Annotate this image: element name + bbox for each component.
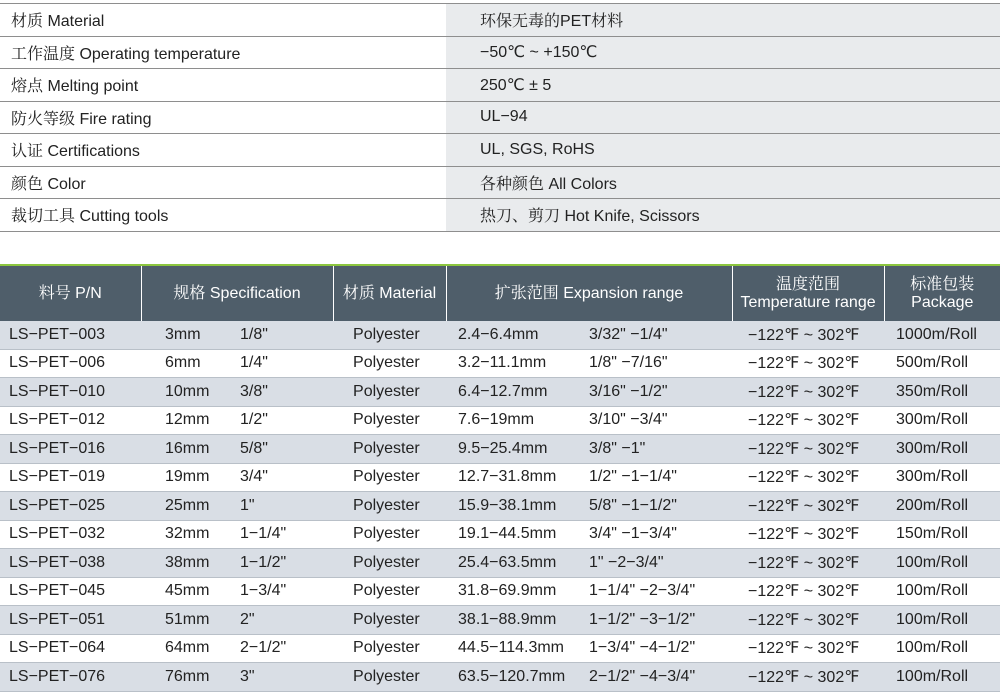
table-row (0, 634, 1000, 663)
header-package (884, 266, 1000, 321)
cell-part-number: LS−PET−016 (0, 435, 141, 464)
cell-part-number: LS−PET−003 (0, 321, 141, 349)
property-label: 材质 Material (0, 4, 446, 37)
table-row (0, 378, 1000, 407)
cell-expansion-inch: 3/4" −1−3/4" (587, 520, 732, 549)
cell-package: 100m/Roll (884, 634, 1000, 663)
cell-package: 200m/Roll (884, 492, 1000, 521)
cell-part-number: LS−PET−032 (0, 520, 141, 549)
cell-temperature: −122℉ ~ 302℉ (732, 378, 884, 407)
header-pn: 料号 P/N (0, 266, 141, 321)
cell-expansion-mm: 44.5−114.3mm (446, 634, 587, 663)
cell-part-number: LS−PET−045 (0, 577, 141, 606)
cell-material: Polyester (333, 520, 446, 549)
header-package-en: Package (911, 293, 974, 311)
cell-size-inch: 1−3/4" (237, 577, 333, 606)
cell-part-number: LS−PET−064 (0, 634, 141, 663)
cell-temperature: −122℉ ~ 302℉ (732, 406, 884, 435)
specification-table (0, 266, 1000, 692)
cell-part-number: LS−PET−010 (0, 378, 141, 407)
cell-expansion-mm: 38.1−88.9mm (446, 606, 587, 635)
cell-part-number: LS−PET−038 (0, 549, 141, 578)
property-label: 工作温度 Operating temperature (0, 36, 446, 69)
table-row (0, 492, 1000, 521)
property-row (0, 166, 1000, 199)
property-row (0, 36, 1000, 69)
property-row (0, 69, 1000, 102)
header-expansion-range: 扩张范围 Expansion range (446, 266, 732, 321)
cell-size-mm: 19mm (141, 463, 237, 492)
property-label: 熔点 Melting point (0, 69, 446, 102)
cell-expansion-inch: 1/8" −7/16" (587, 349, 732, 378)
property-value: 环保无毒的PET材料 (446, 4, 1000, 37)
cell-temperature: −122℉ ~ 302℉ (732, 520, 884, 549)
cell-package: 100m/Roll (884, 549, 1000, 578)
cell-material: Polyester (333, 463, 446, 492)
cell-package: 100m/Roll (884, 577, 1000, 606)
cell-expansion-inch: 5/8" −1−1/2" (587, 492, 732, 521)
header-temperature-range (732, 266, 884, 321)
cell-size-mm: 10mm (141, 378, 237, 407)
cell-size-mm: 51mm (141, 606, 237, 635)
cell-expansion-mm: 9.5−25.4mm (446, 435, 587, 464)
table-row (0, 406, 1000, 435)
header-temperature-cn: 温度范围 (776, 275, 841, 293)
property-value: UL−94 (446, 101, 1000, 134)
table-row (0, 349, 1000, 378)
cell-temperature: −122℉ ~ 302℉ (732, 463, 884, 492)
cell-size-mm: 64mm (141, 634, 237, 663)
cell-package: 500m/Roll (884, 349, 1000, 378)
cell-size-inch: 1/2" (237, 406, 333, 435)
cell-expansion-mm: 12.7−31.8mm (446, 463, 587, 492)
cell-temperature: −122℉ ~ 302℉ (732, 606, 884, 635)
cell-size-mm: 16mm (141, 435, 237, 464)
cell-material: Polyester (333, 349, 446, 378)
cell-size-mm: 76mm (141, 663, 237, 692)
cell-material: Polyester (333, 606, 446, 635)
property-row (0, 134, 1000, 167)
cell-part-number: LS−PET−051 (0, 606, 141, 635)
cell-package: 100m/Roll (884, 606, 1000, 635)
cell-size-inch: 1−1/4" (237, 520, 333, 549)
cell-package: 300m/Roll (884, 406, 1000, 435)
property-value: −50℃ ~ +150℃ (446, 36, 1000, 69)
property-value: UL, SGS, RoHS (446, 134, 1000, 167)
cell-package: 100m/Roll (884, 663, 1000, 692)
property-row (0, 199, 1000, 232)
cell-material: Polyester (333, 663, 446, 692)
cell-expansion-mm: 3.2−11.1mm (446, 349, 587, 378)
cell-temperature: −122℉ ~ 302℉ (732, 663, 884, 692)
cell-expansion-mm: 15.9−38.1mm (446, 492, 587, 521)
property-value: 各种颜色 All Colors (446, 166, 1000, 199)
cell-material: Polyester (333, 492, 446, 521)
cell-part-number: LS−PET−012 (0, 406, 141, 435)
cell-part-number: LS−PET−076 (0, 663, 141, 692)
cell-size-mm: 3mm (141, 321, 237, 349)
cell-size-mm: 38mm (141, 549, 237, 578)
cell-expansion-inch: 3/10" −3/4" (587, 406, 732, 435)
cell-package: 150m/Roll (884, 520, 1000, 549)
cell-expansion-inch: 1−3/4" −4−1/2" (587, 634, 732, 663)
property-row (0, 4, 1000, 37)
header-temperature-en: Temperature range (740, 293, 876, 311)
header-package-cn: 标准包装 (910, 275, 975, 293)
cell-size-inch: 2−1/2" (237, 634, 333, 663)
property-label: 认证 Certifications (0, 134, 446, 167)
cell-package: 1000m/Roll (884, 321, 1000, 349)
cell-package: 350m/Roll (884, 378, 1000, 407)
property-label: 裁切工具 Cutting tools (0, 199, 446, 232)
cell-size-inch: 3/8" (237, 378, 333, 407)
cell-expansion-inch: 3/32" −1/4" (587, 321, 732, 349)
cell-temperature: −122℉ ~ 302℉ (732, 435, 884, 464)
cell-package: 300m/Roll (884, 463, 1000, 492)
property-row (0, 101, 1000, 134)
cell-temperature: −122℉ ~ 302℉ (732, 577, 884, 606)
cell-expansion-mm: 19.1−44.5mm (446, 520, 587, 549)
cell-expansion-mm: 63.5−120.7mm (446, 663, 587, 692)
cell-material: Polyester (333, 406, 446, 435)
cell-size-mm: 25mm (141, 492, 237, 521)
table-row (0, 435, 1000, 464)
cell-size-mm: 45mm (141, 577, 237, 606)
cell-size-mm: 32mm (141, 520, 237, 549)
cell-expansion-inch: 1/2" −1−1/4" (587, 463, 732, 492)
cell-material: Polyester (333, 321, 446, 349)
cell-expansion-mm: 2.4−6.4mm (446, 321, 587, 349)
property-value: 250℃ ± 5 (446, 69, 1000, 102)
header-material: 材质 Material (333, 266, 446, 321)
cell-part-number: LS−PET−025 (0, 492, 141, 521)
table-row (0, 577, 1000, 606)
cell-material: Polyester (333, 378, 446, 407)
spec-table-header (0, 266, 1000, 321)
cell-size-mm: 12mm (141, 406, 237, 435)
cell-size-mm: 6mm (141, 349, 237, 378)
table-row (0, 549, 1000, 578)
table-row (0, 520, 1000, 549)
cell-size-inch: 1/4" (237, 349, 333, 378)
cell-expansion-inch: 1−1/4" −2−3/4" (587, 577, 732, 606)
cell-material: Polyester (333, 435, 446, 464)
cell-part-number: LS−PET−019 (0, 463, 141, 492)
cell-expansion-inch: 2−1/2" −4−3/4" (587, 663, 732, 692)
property-label: 颜色 Color (0, 166, 446, 199)
cell-temperature: −122℉ ~ 302℉ (732, 492, 884, 521)
cell-temperature: −122℉ ~ 302℉ (732, 634, 884, 663)
cell-expansion-mm: 31.8−69.9mm (446, 577, 587, 606)
properties-table (0, 3, 1000, 232)
cell-temperature: −122℉ ~ 302℉ (732, 321, 884, 349)
cell-expansion-mm: 7.6−19mm (446, 406, 587, 435)
cell-expansion-mm: 25.4−63.5mm (446, 549, 587, 578)
cell-temperature: −122℉ ~ 302℉ (732, 549, 884, 578)
cell-size-inch: 1−1/2" (237, 549, 333, 578)
table-row (0, 463, 1000, 492)
cell-size-inch: 3/4" (237, 463, 333, 492)
cell-expansion-inch: 1−1/2" −3−1/2" (587, 606, 732, 635)
properties-body (0, 4, 1000, 232)
cell-expansion-inch: 3/16" −1/2" (587, 378, 732, 407)
cell-material: Polyester (333, 577, 446, 606)
cell-part-number: LS−PET−006 (0, 349, 141, 378)
cell-size-inch: 3" (237, 663, 333, 692)
cell-package: 300m/Roll (884, 435, 1000, 464)
header-specification: 规格 Specification (141, 266, 333, 321)
table-row (0, 606, 1000, 635)
cell-expansion-inch: 1" −2−3/4" (587, 549, 732, 578)
cell-material: Polyester (333, 549, 446, 578)
cell-expansion-mm: 6.4−12.7mm (446, 378, 587, 407)
cell-size-inch: 1/8" (237, 321, 333, 349)
table-row (0, 663, 1000, 692)
cell-material: Polyester (333, 634, 446, 663)
cell-size-inch: 2" (237, 606, 333, 635)
property-label: 防火等级 Fire rating (0, 101, 446, 134)
cell-expansion-inch: 3/8" −1" (587, 435, 732, 464)
property-value: 热刀、剪刀 Hot Knife, Scissors (446, 199, 1000, 232)
spec-table-body (0, 321, 1000, 691)
table-row (0, 321, 1000, 349)
cell-size-inch: 1" (237, 492, 333, 521)
cell-size-inch: 5/8" (237, 435, 333, 464)
cell-temperature: −122℉ ~ 302℉ (732, 349, 884, 378)
